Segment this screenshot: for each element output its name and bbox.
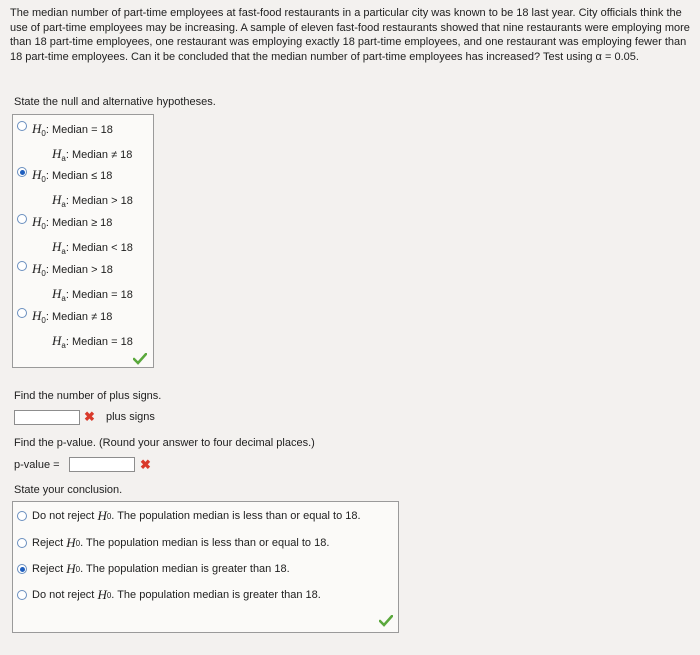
hypothesis-option-4[interactable]: $H_0$: Median > 18 $H_a$: Median = 18 [17, 259, 133, 309]
plus-signs-suffix: plus signs [106, 411, 155, 423]
hypothesis-option-1[interactable]: $H_0$: Median = 18 $H_a$: Median ≠ 18 [17, 119, 132, 169]
incorrect-x-icon: ✖ [140, 457, 151, 472]
conclusion-text-post: . The population median is less than or equal to 18. [111, 510, 361, 522]
correct-check-icon [133, 353, 147, 365]
hypothesis-option-3[interactable]: $H_0$: Median ≥ 18 $H_a$: Median < 18 [17, 212, 133, 262]
conclusion-text-post: . The population median is less than or equal to 18. [80, 537, 330, 549]
conclusion-text-pre: Reject [32, 563, 64, 575]
ha-text: : Median ≠ 18 [65, 149, 133, 162]
pvalue-prompt: Find the p-value. (Round your answer to four decimal places.) [14, 437, 315, 449]
radio-button[interactable] [17, 214, 27, 224]
h0-text: : Median > 18 [45, 264, 113, 276]
hypothesis-option-2[interactable]: $H_0$: Median ≤ 18 $H_a$: Median > 18 [17, 165, 133, 215]
h0-text: : Median ≠ 18 [45, 311, 113, 323]
ha-text: : Median < 18 [65, 242, 133, 255]
hypotheses-prompt: State the null and alternative hypotheses. [14, 96, 216, 108]
plus-signs-prompt: Find the number of plus signs. [14, 390, 162, 402]
conclusion-option-1[interactable]: Do not reject H 0 . The population median is less than or equal to 18. [17, 508, 361, 524]
radio-button-selected[interactable] [17, 167, 27, 177]
pvalue-label: p-value = [14, 459, 60, 471]
ha-text: : Median > 18 [65, 195, 133, 208]
conclusion-text-pre: Reject [32, 537, 64, 549]
radio-button[interactable] [17, 590, 27, 600]
radio-button[interactable] [17, 121, 27, 131]
conclusion-text-post: . The population median is greater than 18. [111, 589, 321, 601]
ha-text: : Median = 18 [65, 336, 133, 349]
h0-text: : Median = 18 [45, 124, 113, 136]
ha-text: : Median = 18 [65, 289, 133, 302]
conclusion-choices [12, 501, 399, 633]
radio-button[interactable] [17, 538, 27, 548]
plus-signs-input[interactable] [14, 410, 80, 425]
conclusion-text-post: . The population median is greater than 18. [80, 563, 290, 575]
conclusion-text-pre: Do not reject [32, 510, 95, 522]
hypothesis-option-5[interactable]: $H_0$: Median ≠ 18 $H_a$: Median = 18 [17, 306, 133, 356]
conclusion-text-pre: Do not reject [32, 589, 95, 601]
conclusion-option-4[interactable]: Do not reject H 0 . The population median is greater than 18. [17, 587, 321, 603]
radio-button[interactable] [17, 511, 27, 521]
radio-button-selected[interactable] [17, 564, 27, 574]
h0-text: : Median ≥ 18 [45, 217, 113, 229]
conclusion-option-3[interactable]: Reject H 0 . The population median is greater than 18. [17, 561, 290, 577]
h0-text: : Median ≤ 18 [45, 170, 113, 182]
conclusion-prompt: State your conclusion. [14, 484, 123, 496]
radio-button[interactable] [17, 261, 27, 271]
problem-statement: The median number of part-time employees at fast-food restaurants in a particular city was known to be 18 last year. City officials think the use of part-time employees may be increasing. A sample of eleven fast-food restaurants showed that nine restaurants were employing more than 18 part-time employees, one restaurant was employing exactly 18 part-time employees, and one restaurant was employing fewer than 18 part-time employees. Can it be concluded that the median number of part-time employees has increased? Test using α = 0.05. [10, 7, 690, 63]
radio-button[interactable] [17, 308, 27, 318]
pvalue-input[interactable] [69, 457, 135, 472]
conclusion-option-2[interactable]: Reject H 0 . The population median is less than or equal to 18. [17, 535, 329, 551]
correct-check-icon [379, 615, 393, 627]
incorrect-x-icon: ✖ [84, 409, 95, 424]
hypotheses-choices [12, 114, 154, 368]
